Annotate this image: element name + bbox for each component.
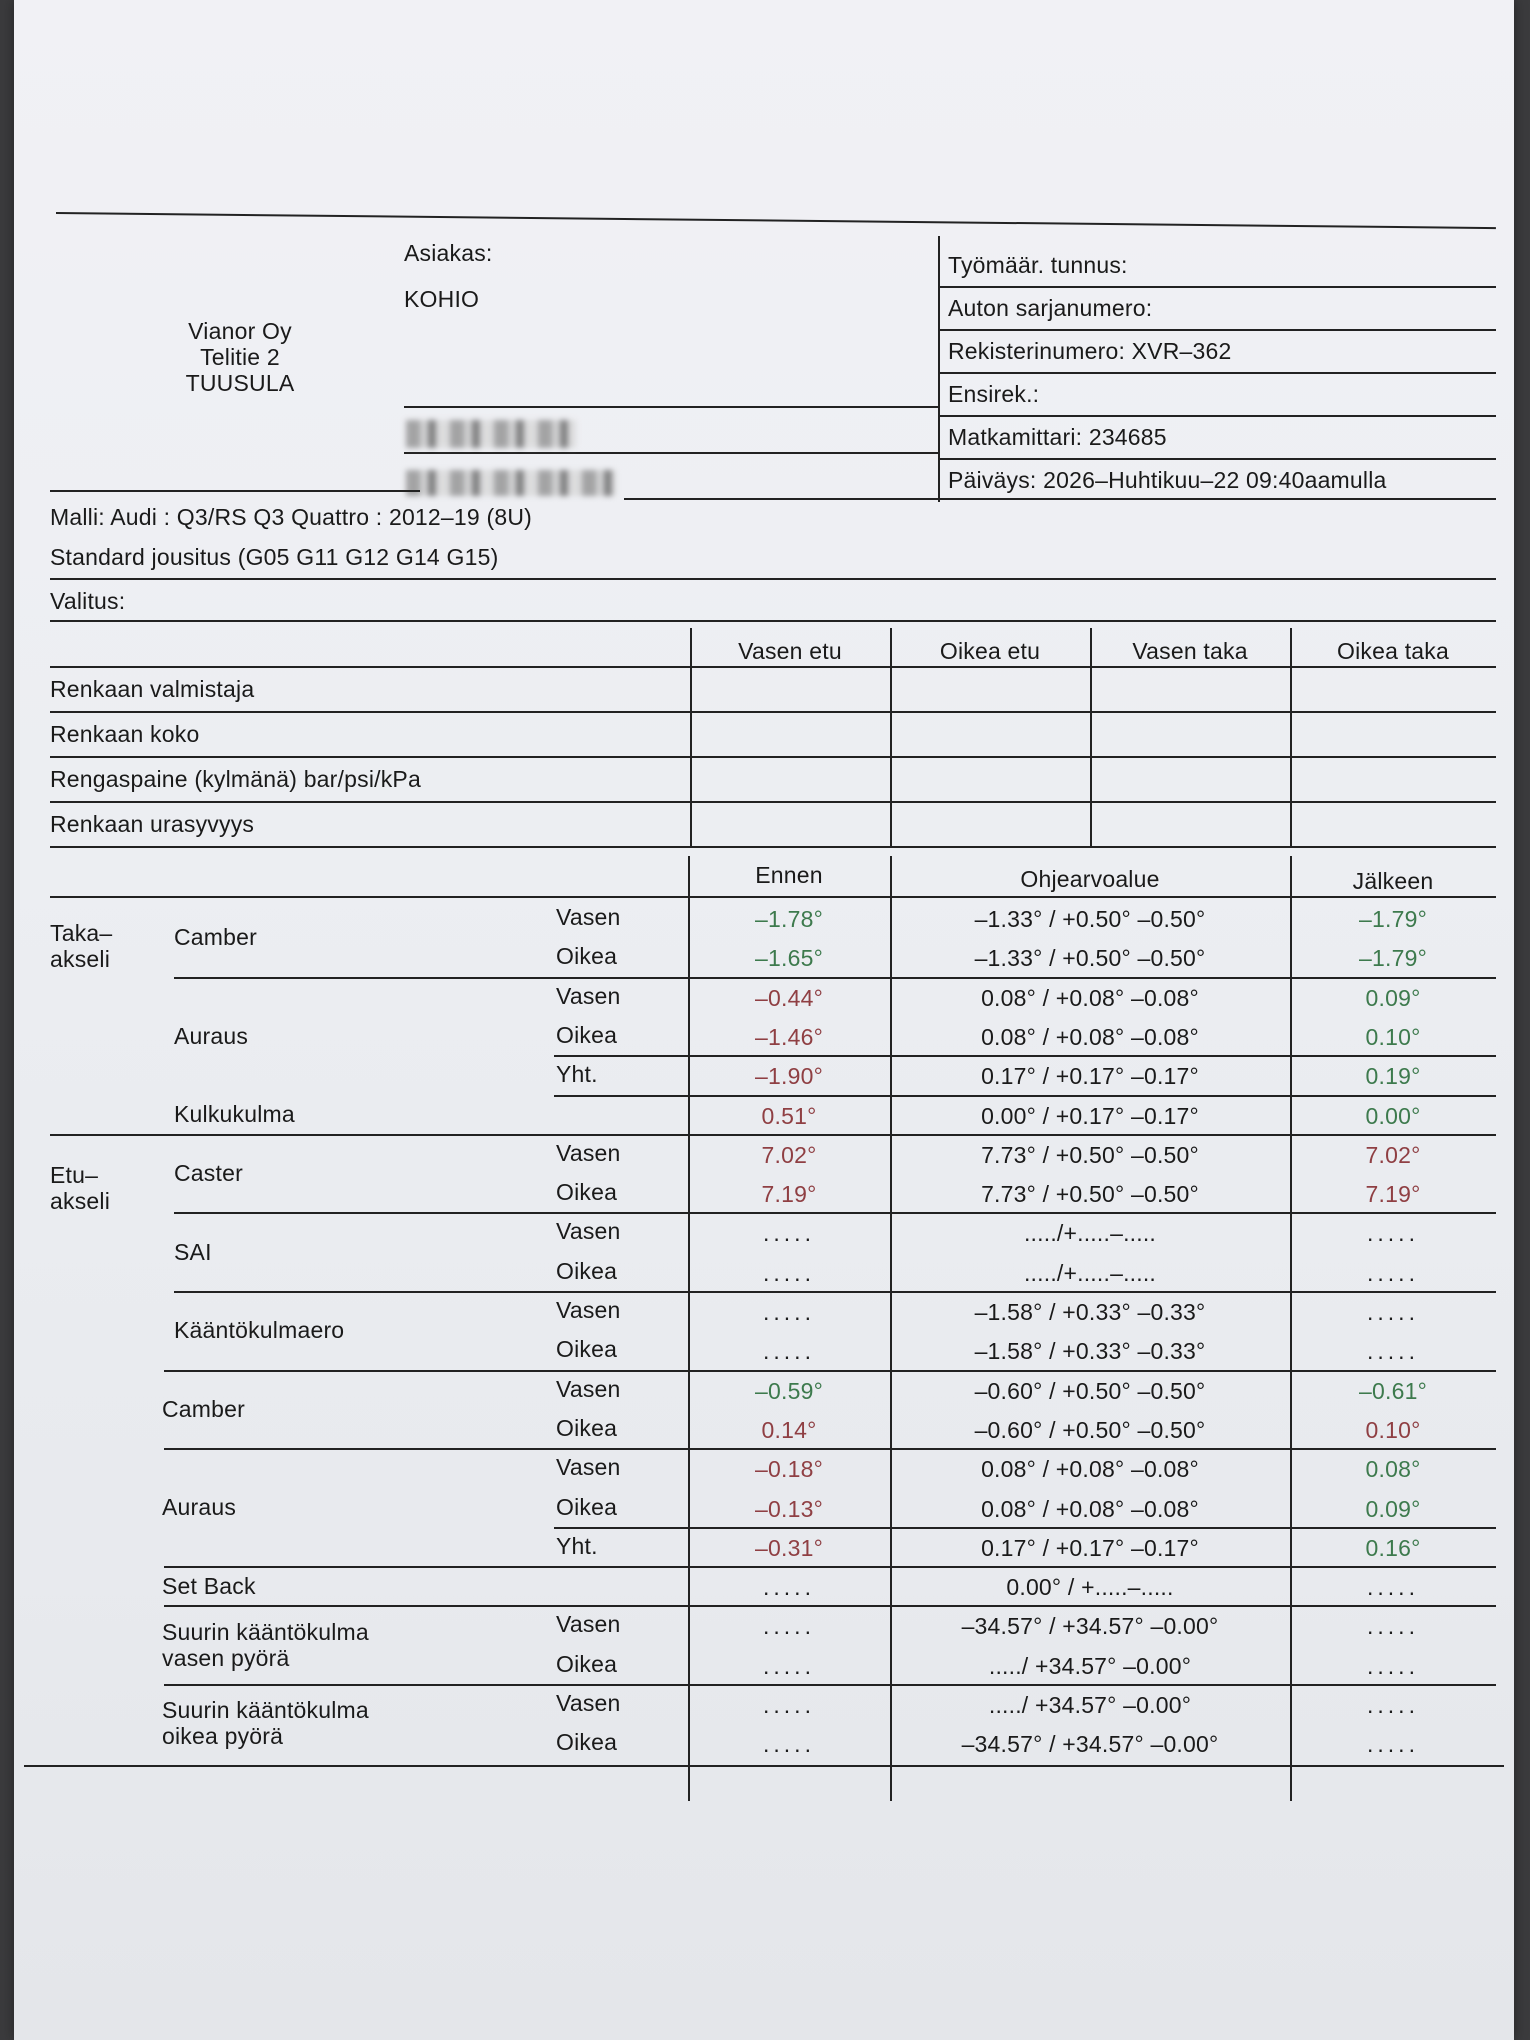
row-rule bbox=[164, 1448, 1496, 1450]
value-spec-range: –1.33° / +0.50° –0.50° bbox=[974, 906, 1206, 932]
value-before: –0.44° bbox=[755, 984, 823, 1011]
row-side-label: Oikea bbox=[556, 1493, 618, 1520]
value-spec-range: 0.00° / +.....–..... bbox=[1006, 1574, 1174, 1601]
value-before: –1.46° bbox=[755, 1023, 823, 1050]
info-label: Matkamittari: bbox=[948, 424, 1083, 450]
row-side-label: Vasen bbox=[556, 1690, 621, 1716]
info-value: XVR–362 bbox=[1125, 338, 1232, 364]
value-before: –0.31° bbox=[755, 1534, 823, 1561]
value-after: ..... bbox=[1367, 1574, 1419, 1601]
row-rule bbox=[554, 1055, 1496, 1057]
info-label: Työmäär. tunnus: bbox=[948, 252, 1128, 278]
value-before: 0.14° bbox=[761, 1416, 817, 1443]
col-before-header: Ennen bbox=[755, 862, 823, 888]
info-row-6 bbox=[948, 467, 1387, 494]
row-side-label: Oikea bbox=[556, 1650, 618, 1677]
value-before: –1.65° bbox=[755, 945, 823, 972]
value-after: ..... bbox=[1367, 1692, 1419, 1718]
value-after: 0.09° bbox=[1365, 1495, 1421, 1522]
suspension-line: Standard jousitus (G05 G11 G12 G14 G15) bbox=[50, 544, 499, 570]
col-spec-header: Ohjearvoalue bbox=[1020, 866, 1160, 892]
value-before: ..... bbox=[763, 1220, 815, 1247]
row-rule bbox=[554, 1095, 1496, 1097]
value-after: 0.10° bbox=[1365, 1023, 1421, 1050]
tire-col-header: Vasen etu bbox=[738, 638, 842, 664]
customer-rule-1 bbox=[404, 406, 938, 408]
value-after: 0.00° bbox=[1365, 1102, 1421, 1129]
value-spec-range: 7.73° / +0.50° –0.50° bbox=[981, 1181, 1199, 1208]
value-after: 0.10° bbox=[1365, 1416, 1421, 1443]
tire-row-label: Renkaan urasyvyys bbox=[50, 811, 255, 837]
value-after: 0.08° bbox=[1365, 1456, 1421, 1483]
value-spec-range: 0.17° / +0.17° –0.17° bbox=[981, 1534, 1199, 1561]
row-side-label: Oikea bbox=[556, 1021, 618, 1048]
row-side-label: Oikea bbox=[556, 1179, 618, 1206]
value-before: ..... bbox=[763, 1731, 815, 1758]
left-rule bbox=[50, 490, 420, 492]
value-before: 0.51° bbox=[761, 1102, 817, 1129]
suspension-rule bbox=[50, 578, 1496, 580]
row-side-label: Oikea bbox=[556, 1729, 618, 1756]
value-before: ..... bbox=[763, 1338, 815, 1365]
row-group-label: SAI bbox=[174, 1238, 212, 1265]
value-spec-range: –1.33° / +0.50° –0.50° bbox=[974, 945, 1206, 972]
value-spec-range: 0.17° / +0.17° –0.17° bbox=[981, 1063, 1199, 1090]
value-before: ..... bbox=[763, 1692, 815, 1718]
row-rule bbox=[164, 1370, 1496, 1372]
tire-row-label: Rengaspaine (kylmänä) bar/psi/kPa bbox=[50, 766, 421, 792]
tire-row-label: Renkaan valmistaja bbox=[50, 676, 255, 702]
tire-row-rule bbox=[50, 846, 1496, 848]
value-spec-range: –34.57° / +34.57° –0.00° bbox=[961, 1731, 1219, 1758]
tire-col-divider bbox=[1090, 628, 1092, 846]
row-side-label: Yht. bbox=[556, 1532, 598, 1559]
tire-col-divider bbox=[890, 628, 892, 846]
redacted-address-2 bbox=[406, 470, 616, 496]
row-side-label: Oikea bbox=[556, 943, 618, 970]
company-street: Telitie 2 bbox=[200, 344, 280, 370]
value-spec-range: –34.57° / +34.57° –0.00° bbox=[961, 1613, 1219, 1640]
top-rule bbox=[56, 212, 1496, 229]
tire-header-rule bbox=[50, 666, 1496, 668]
value-before: ..... bbox=[763, 1613, 815, 1640]
row-side-label: Oikea bbox=[556, 1257, 618, 1284]
row-group-label: Suurin kääntökulma oikea pyörä bbox=[162, 1697, 369, 1750]
tire-row-rule bbox=[50, 711, 1496, 713]
info-row-2 bbox=[948, 295, 1152, 322]
row-group-label: Auraus bbox=[174, 1022, 249, 1049]
customer-label: Asiakas: bbox=[404, 240, 493, 266]
row-side-label: Oikea bbox=[556, 1336, 618, 1363]
row-side-label: Vasen bbox=[556, 1375, 621, 1402]
value-before: 7.02° bbox=[761, 1141, 817, 1168]
tire-col-header: Oikea etu bbox=[939, 638, 1041, 664]
front-axle-label: Etu– akseli bbox=[50, 1161, 111, 1214]
row-group-label: Kulkukulma bbox=[174, 1101, 295, 1128]
value-after: ..... bbox=[1367, 1220, 1419, 1247]
value-after: ..... bbox=[1367, 1652, 1419, 1679]
value-before: –0.59° bbox=[755, 1377, 823, 1404]
value-before: –0.13° bbox=[755, 1495, 823, 1522]
row-rule bbox=[174, 977, 1496, 979]
align-header-rule bbox=[50, 896, 1496, 898]
value-spec-range: 0.08° / +0.08° –0.08° bbox=[981, 984, 1199, 1011]
value-spec-range: –1.58° / +0.33° –0.33° bbox=[974, 1299, 1206, 1325]
value-after: 7.19° bbox=[1365, 1181, 1421, 1208]
row-rule bbox=[554, 1527, 1496, 1529]
info-bottom-rule bbox=[624, 498, 1496, 500]
value-before: 7.19° bbox=[761, 1181, 817, 1208]
value-before: ..... bbox=[763, 1652, 815, 1679]
row-group-label: Set Back bbox=[162, 1572, 256, 1599]
value-after: 0.09° bbox=[1365, 984, 1421, 1011]
row-side-label: Oikea bbox=[556, 1414, 618, 1441]
tire-col-header: Vasen taka bbox=[1132, 638, 1248, 664]
row-rule bbox=[174, 1212, 1496, 1214]
info-row-5 bbox=[948, 424, 1167, 451]
value-after: 0.16° bbox=[1365, 1534, 1421, 1561]
info-divider bbox=[938, 236, 940, 502]
row-group-label: Suurin kääntökulma vasen pyörä bbox=[162, 1618, 369, 1671]
row-group-label: Camber bbox=[174, 924, 258, 951]
customer-name: KOHIO bbox=[404, 286, 480, 312]
info-rule bbox=[938, 458, 1496, 460]
info-row-1 bbox=[948, 252, 1128, 279]
info-row-3 bbox=[948, 338, 1232, 365]
info-value: 2026–Huhtikuu–22 09:40aamulla bbox=[1036, 467, 1387, 493]
value-spec-range: 0.08° / +0.08° –0.08° bbox=[981, 1023, 1199, 1050]
tire-col-divider bbox=[690, 628, 692, 846]
value-after: ..... bbox=[1367, 1731, 1419, 1758]
value-after: ..... bbox=[1367, 1299, 1419, 1325]
info-label: Auton sarjanumero: bbox=[948, 295, 1153, 321]
value-spec-range: 0.08° / +0.08° –0.08° bbox=[981, 1495, 1199, 1522]
value-before: ..... bbox=[763, 1574, 815, 1601]
tire-row-rule bbox=[50, 801, 1496, 803]
row-rule bbox=[50, 1134, 1496, 1136]
company-city: TUUSULA bbox=[185, 370, 295, 396]
row-rule bbox=[164, 1566, 1496, 1568]
value-before: –1.90° bbox=[755, 1063, 823, 1090]
value-after: 0.19° bbox=[1365, 1063, 1421, 1090]
tire-col-header: Oikea taka bbox=[1337, 638, 1449, 664]
row-side-label: Vasen bbox=[556, 982, 621, 1009]
value-spec-range: ...../ +34.57° –0.00° bbox=[988, 1692, 1192, 1718]
row-side-label: Vasen bbox=[556, 1139, 621, 1166]
rear-axle-label: Taka– akseli bbox=[50, 920, 113, 972]
value-after: ..... bbox=[1367, 1613, 1419, 1640]
company-name: Vianor Oy bbox=[188, 318, 292, 344]
row-side-label: Vasen bbox=[556, 904, 621, 930]
value-after: 7.02° bbox=[1365, 1141, 1421, 1168]
model-line: Malli: Audi : Q3/RS Q3 Quattro : 2012–19 (8U) bbox=[50, 504, 533, 530]
row-side-label: Vasen bbox=[556, 1297, 621, 1323]
value-after: ..... bbox=[1367, 1259, 1419, 1286]
row-group-label: Kääntökulmaero bbox=[174, 1317, 345, 1344]
complaint-rule bbox=[50, 620, 1496, 622]
row-side-label: Yht. bbox=[556, 1061, 598, 1088]
row-side-label: Vasen bbox=[556, 1611, 621, 1638]
value-spec-range: 7.73° / +0.50° –0.50° bbox=[981, 1141, 1199, 1168]
tire-row-label: Renkaan koko bbox=[50, 721, 200, 747]
info-label: Päiväys: bbox=[948, 467, 1037, 493]
info-value: 234685 bbox=[1082, 424, 1167, 450]
tire-row-rule bbox=[50, 756, 1496, 758]
value-spec-range: –0.60° / +0.50° –0.50° bbox=[974, 1416, 1206, 1443]
table-bottom-rule bbox=[24, 1765, 1504, 1767]
redacted-address bbox=[406, 420, 576, 448]
value-after: ..... bbox=[1367, 1338, 1419, 1365]
row-rule bbox=[164, 1684, 1496, 1686]
value-spec-range: ...../+.....–..... bbox=[1023, 1259, 1157, 1286]
info-rule bbox=[938, 372, 1496, 374]
value-spec-range: 0.08° / +0.08° –0.08° bbox=[981, 1456, 1199, 1483]
row-side-label: Vasen bbox=[556, 1454, 621, 1481]
info-rule bbox=[938, 415, 1496, 417]
info-rule bbox=[938, 286, 1496, 288]
value-after: –1.79° bbox=[1359, 945, 1427, 972]
value-spec-range: 0.00° / +0.17° –0.17° bbox=[981, 1102, 1199, 1129]
customer-rule-2 bbox=[404, 452, 938, 454]
row-group-label: Caster bbox=[174, 1160, 243, 1187]
value-after: –1.79° bbox=[1359, 906, 1427, 932]
value-before: ..... bbox=[763, 1299, 815, 1325]
value-before: –0.18° bbox=[755, 1456, 823, 1483]
info-label: Ensirek.: bbox=[948, 381, 1040, 407]
value-spec-range: –0.60° / +0.50° –0.50° bbox=[974, 1377, 1206, 1404]
row-rule bbox=[164, 1605, 1496, 1607]
value-spec-range: ...../ +34.57° –0.00° bbox=[988, 1652, 1192, 1679]
company-address bbox=[170, 318, 310, 396]
row-side-label: Vasen bbox=[556, 1218, 621, 1245]
alignment-report-sheet bbox=[14, 0, 1514, 2040]
row-group-label: Camber bbox=[162, 1395, 246, 1422]
row-rule bbox=[174, 1291, 1496, 1293]
value-spec-range: ...../+.....–..... bbox=[1023, 1220, 1157, 1247]
value-after: –0.61° bbox=[1359, 1377, 1427, 1404]
value-before: –1.78° bbox=[755, 906, 823, 932]
value-before: ..... bbox=[763, 1259, 815, 1286]
row-group-label: Auraus bbox=[162, 1494, 237, 1521]
col-after-header: Jälkeen bbox=[1352, 868, 1434, 894]
info-label: Rekisterinumero: bbox=[948, 338, 1126, 364]
value-spec-range: –1.58° / +0.33° –0.33° bbox=[974, 1338, 1206, 1365]
info-row-4 bbox=[948, 381, 1039, 408]
info-rule bbox=[938, 329, 1496, 331]
tire-col-divider bbox=[1290, 628, 1292, 846]
complaint-label: Valitus: bbox=[50, 588, 126, 614]
